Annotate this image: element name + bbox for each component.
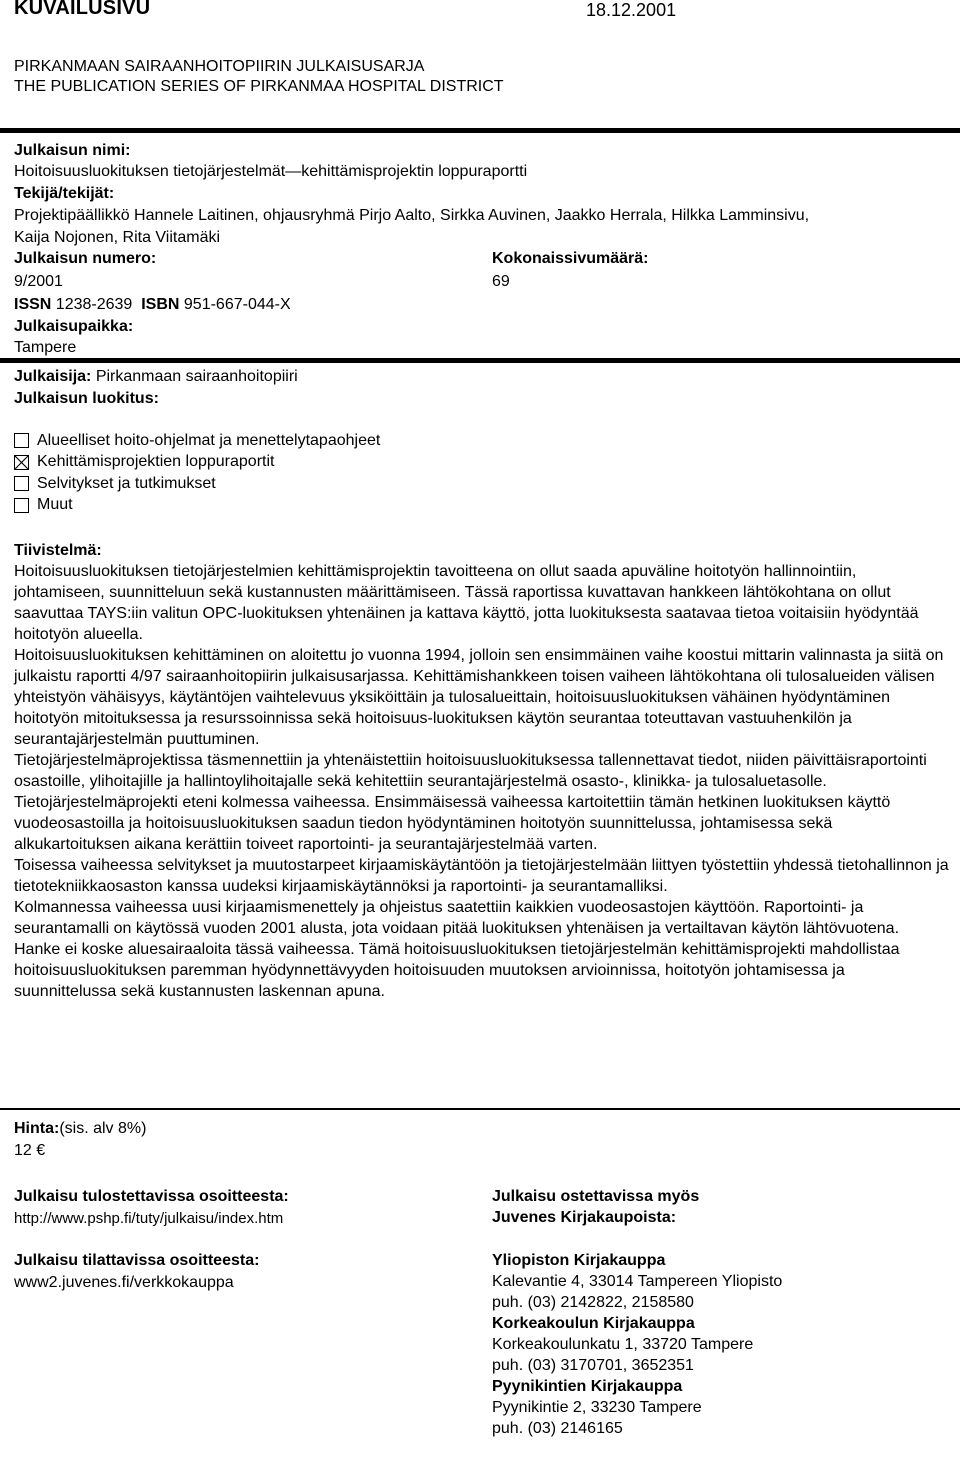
classification-item[interactable]: [14, 473, 380, 495]
page-date: 18.12.2001: [586, 0, 677, 20]
price-value: 12: [14, 1142, 32, 1159]
classification-item[interactable]: [14, 495, 380, 517]
abstract-section: [14, 540, 949, 1002]
abstract-paragraph: Toisessa vaiheessa selvitykset ja muutostarpeet kirjaamiskäytäntöön ja tietojärjestelmään liittyen työstettiin yhdessä tietohallinnon ja tietotekniikkaosaston kanssa uudeksi kirjaamiskäytännöksi ja raportointi- ja seurantamalliksi.: [14, 857, 949, 895]
classification-list: [14, 430, 380, 516]
authors-line-1: Projektipäällikkö Hannele Laitinen, ohjausryhmä Pirjo Aalto, Sirkka Auvinen, Jaakko Herrala, Hilkka Lamminsivu,: [14, 207, 810, 224]
authors-line-2: Kaija Nojonen, Rita Viitamäki: [14, 229, 221, 246]
classification-item[interactable]: [14, 430, 380, 452]
isbn-value: 951-667-044-X: [183, 296, 291, 313]
bookstores-label-2: Juvenes Kirjakaupoista:: [492, 1209, 677, 1226]
series-title-en: THE PUBLICATION SERIES OF PIRKANMAA HOSPITAL DISTRICT: [14, 78, 504, 95]
store-phone: puh. (03) 3170701, 3652351: [492, 1357, 694, 1374]
cross-mark-icon: [15, 456, 28, 469]
series-title-fi: PIRKANMAAN SAIRAANHOITOPIIRIN JULKAISUSARJA: [14, 58, 425, 75]
price-note: (sis. alv 8%): [59, 1120, 147, 1137]
publisher-value: Pirkanmaan sairaanhoitopiiri: [95, 368, 298, 385]
print-address-label: Julkaisu tulostettavissa osoitteesta:: [14, 1188, 289, 1205]
order-address-label: Julkaisu tilattavissa osoitteesta:: [14, 1252, 260, 1269]
store-name: Yliopiston Kirjakauppa: [492, 1252, 666, 1269]
classification-item-label: Selvitykset ja tutkimukset: [37, 474, 216, 492]
publication-name-label: Julkaisun nimi:: [14, 142, 131, 159]
bookstores-label-1: Julkaisu ostettavissa myös: [492, 1188, 700, 1205]
publication-place: Tampere: [14, 339, 77, 356]
abstract-paragraph: Hoitoisuusluokituksen tietojärjestelmien kehittämisprojektin tavoitteena on ollut saada apuväline hoitotyön hallinnointiin, johtamiseen, suunnitteluun sekä kustannusten määrittämiseen. Tässä raportissa kuvattavan hankkeen lähtökohtana on ollut saavuttaa TAYS:iin valitun OPC-luokituksen yhtenäinen ja kattava käyttö, jotta luokituksesta saatavaa tietoa voitaisiin hyödyntää hoitotyön alueella.: [14, 563, 919, 643]
publication-number: 9/2001: [14, 273, 63, 290]
publisher-line: [14, 368, 298, 386]
price-value-line: [14, 1142, 45, 1160]
checkbox-unchecked[interactable]: [14, 498, 29, 513]
page-title: KUVAILUSIVU: [14, 0, 151, 19]
store-name: Korkeakoulun Kirjakauppa: [492, 1315, 695, 1332]
classification-item-label: Muut: [37, 496, 73, 514]
publication-number-label: Julkaisun numero:: [14, 250, 157, 267]
checkbox-unchecked[interactable]: [14, 476, 29, 491]
abstract-paragraph: Tietojärjestelmäprojektissa täsmennettiin ja yhtenäistettiin hoitoisuusluokituksessa tallennettavat tiedot, niiden päivittäisraportointi osastoille, ylihoitajille ja hallintoylihoitajalle sekä kehitettiin seurantajärjestelmä osasto-, klinikka- ja tulosaluetasolle.: [14, 752, 927, 790]
classification-label: Julkaisun luokitus:: [14, 390, 159, 407]
checkbox-unchecked[interactable]: [14, 433, 29, 448]
publication-place-label: Julkaisupaikka:: [14, 318, 134, 335]
authors-label: Tekijä/tekijät:: [14, 185, 115, 202]
classification-item[interactable]: [14, 452, 380, 474]
publication-name: Hoitoisuusluokituksen tietojärjestelmät—kehittämisprojektin loppuraportti: [14, 163, 528, 180]
store-address: Kalevantie 4, 33014 Tampereen Yliopisto: [492, 1273, 783, 1290]
bookstores-info: [492, 1186, 952, 1439]
price-line: [14, 1120, 146, 1138]
store-address: Korkeakoulunkatu 1, 33720 Tampere: [492, 1336, 754, 1353]
publisher-label: Julkaisija:: [14, 368, 92, 385]
store-address: Pyynikintie 2, 33230 Tampere: [492, 1399, 702, 1416]
abstract-paragraph: Hoitoisuusluokituksen kehittäminen on aloitettu jo vuonna 1994, jolloin sen ensimmäinen vaihe koostui mittarin valinnasta ja siitä on julkaistu raportti 4/97 sairaanhoitopiirin julkaisusarjassa. Kehittämishankkeen toisen vaiheen lähtökohtana oli tulosalueiden välisen yhteistyön vähäisyys, käytäntöjen vaihtelevuus yksiköittäin ja tulosalueittain, hoitoisuusluokituksen vähäinen hyödyntäminen hoitotyön mitoituksessa ja resurssoinnissa sekä hoitoisuus-luokituksen käytön seurantaa toteuttavan vastuuhenkilön ja seurantajärjestelmän puuttuminen.: [14, 647, 944, 748]
euro-icon: €: [36, 1142, 46, 1159]
classification-item-label: Alueelliset hoito-ohjelmat ja menettelytapaohjeet: [37, 431, 381, 449]
middle-divider: [0, 358, 960, 363]
print-url[interactable]: http://www.pshp.fi/tuty/julkaisu/index.htm: [14, 1210, 284, 1227]
order-url[interactable]: www2.juvenes.fi/verkkokauppa: [14, 1274, 234, 1291]
bottom-divider: [0, 1108, 960, 1110]
abstract-paragraph: Tietojärjestelmäprojekti eteni kolmessa vaiheessa. Ensimmäisessä vaiheessa kartoitettiin tämän hetkinen luokituksen käyttö vuodeosastoilla ja hoitoisuusluokituksen saadun tiedon hyödyntäminen hoitotyön suunnittelussa, johtamisessa sekä alkukartoituksen aikana kerättiin toiveet raportointi- ja seurantajärjestelmää varten.: [14, 794, 891, 853]
isbn-label: ISBN: [141, 296, 180, 313]
total-pages-label: Kokonaissivumäärä:: [492, 250, 649, 267]
store-name: Pyynikintien Kirjakauppa: [492, 1378, 683, 1395]
store-phone: puh. (03) 2146165: [492, 1420, 623, 1437]
issn-value: 1238-2639: [55, 296, 133, 313]
abstract-label: Tiivistelmä:: [14, 542, 102, 559]
issn-label: ISSN: [14, 296, 52, 313]
classification-item-label: Kehittämisprojektien loppuraportit: [37, 453, 275, 471]
order-info: [14, 1186, 474, 1293]
checkbox-checked[interactable]: [14, 455, 29, 470]
total-pages: 69: [492, 273, 510, 290]
issn-isbn-line: [14, 296, 291, 314]
price-label: Hinta:: [14, 1120, 60, 1137]
store-phone: puh. (03) 2142822, 2158580: [492, 1294, 694, 1311]
top-divider: [0, 128, 960, 133]
abstract-paragraph: Kolmannessa vaiheessa uusi kirjaamismenettely ja ohjeistus saatettiin kaikkien vuodeosastojen käyttöön. Raportointi- ja seurantamalli on käytössä vuoden 2001 alusta, jota voidaan pitää luokituksen yhtenäisen ja vertailtavan käytön lähtövuotena. Hanke ei koske aluesairaaloita tässä vaiheessa. Tämä hoitoisuusluokituksen tietojärjestelmän kehittämisprojekti mahdollistaa hoitoisuusluokituksen paremman hyödynnettävyyden hoitoisuuden muutoksen arvioinnissa, hoitotyön johtamisessa ja suunnittelussa sekä kustannusten laskennan apuna.: [14, 899, 900, 1000]
